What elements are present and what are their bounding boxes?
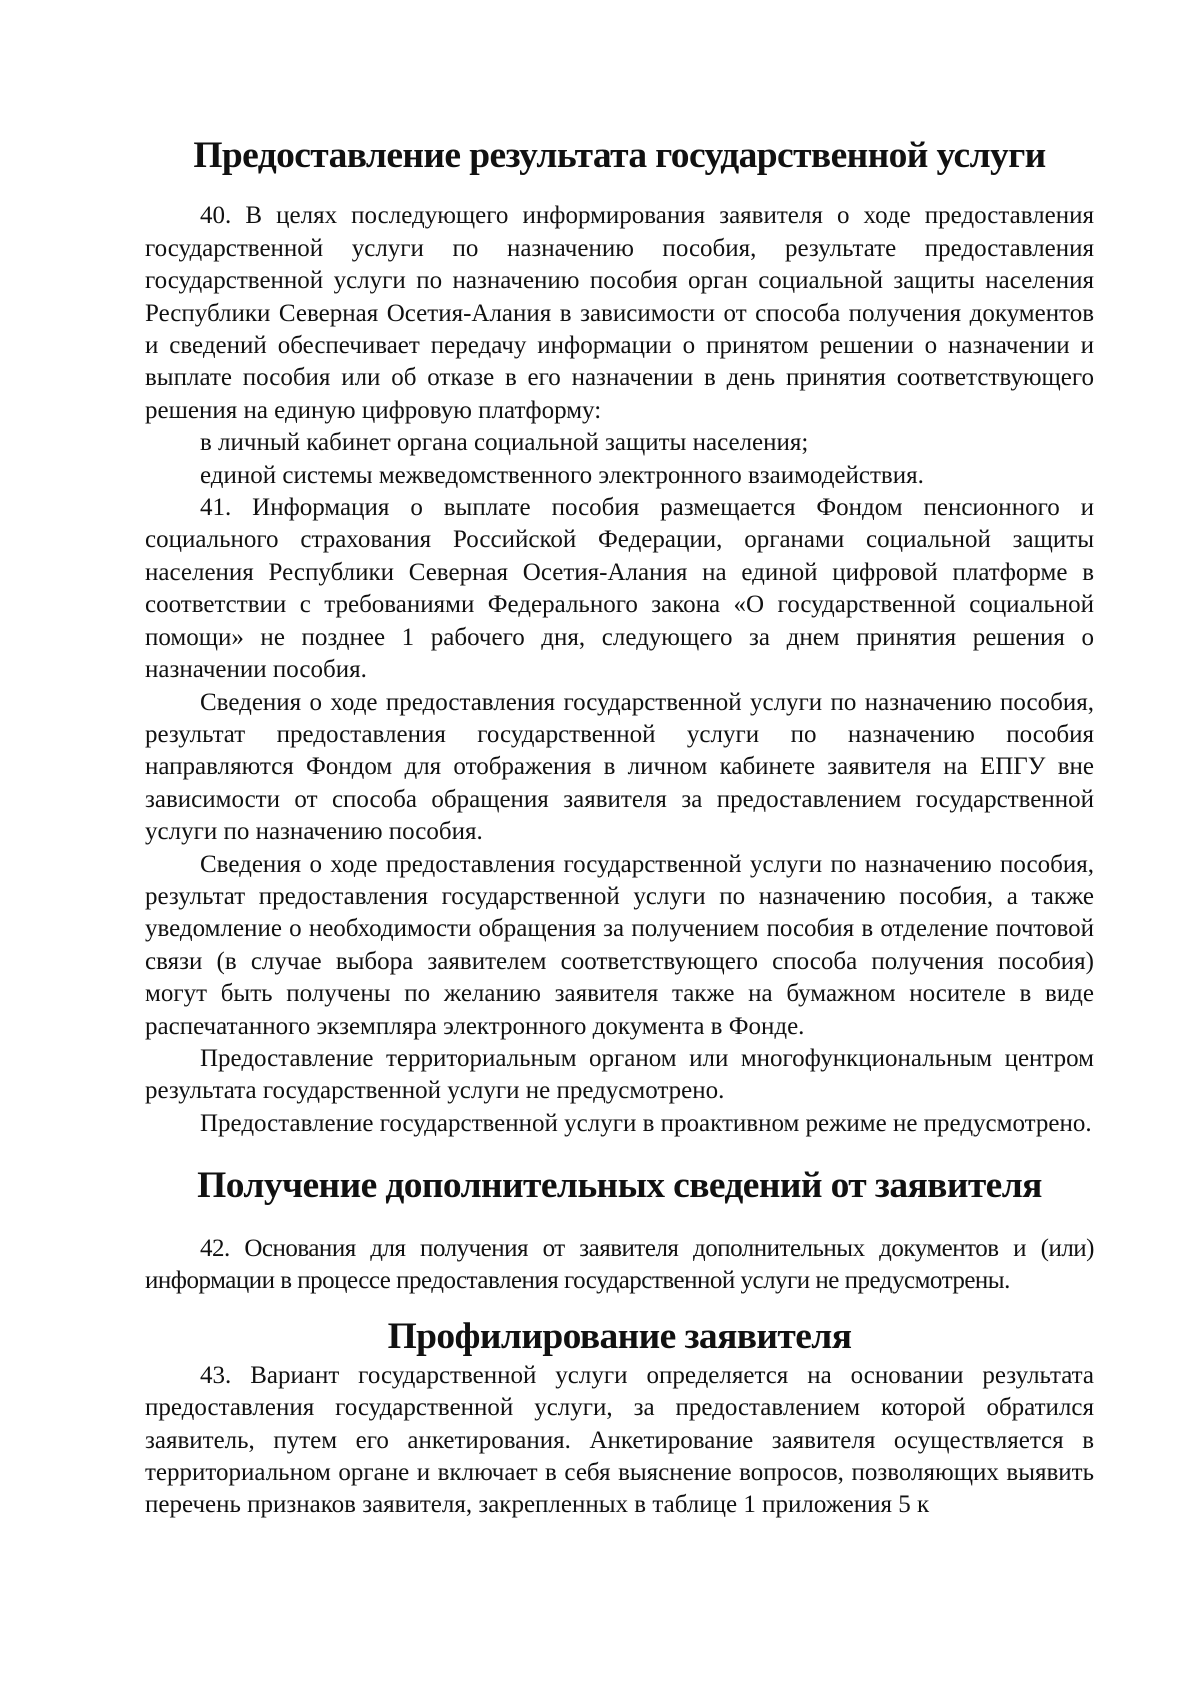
section-heading-profiling: Профилирование заявителя bbox=[387, 1316, 852, 1358]
list-item-personal-cabinet: в личный кабинет органа социальной защиты населения; bbox=[200, 429, 809, 457]
paragraph-43: 43. Вариант государственной услуги определяется на основании результата предоставления государственной услуги, за предоставлением которой обратился заявитель, путем его анкетирования. Анкетирование заявителя осуществляется в территориальном органе и включает в себя выяснение вопросов, позволяющих выявить перечень признаков заявителя, закрепленных в таблице 1 приложения 5 к bbox=[145, 1361, 1094, 1519]
paragraph-40: 40. В целях последующего информирования заявителя о ходе предоставления государственной услуги по назначению пособия, результате предоставления государственной услуги по назначению пособия орган социальной защиты населения Республики Северная Осетия-Алания в зависимости от способа получения документов и сведений обеспечивает передачу информации о принятом решении о назначении и выплате пособия или об отказе в его назначении в день принятия соответствующего решения на единую цифровую платформу: bbox=[145, 202, 1094, 424]
document-page bbox=[145, 135, 1094, 1522]
paragraph-info-epgu: Сведения о ходе предоставления государственной услуги по назначению пособия, результат предоставления государственной услуги по назначению пособия направляются Фондом для отображения в личном кабинете заявителя на ЕПГУ вне зависимости от способа обращения заявителя за предоставлением государственной услуги по назначению пособия. bbox=[145, 688, 1094, 846]
section-heading-result: Предоставление результата государственной услуги bbox=[193, 135, 1046, 176]
paragraph-territorial-body: Предоставление территориальным органом или многофункциональным центром результата государственной услуги не предусмотрено. bbox=[145, 1044, 1094, 1105]
paragraph-41: 41. Информация о выплате пособия размещается Фондом пенсионного и социального страхования Российской Федерации, органами социальной защиты населения Республики Северная Осетия-Алания на единой цифровой платформе в соответствии с требованиями Федерального закона «О государственной социальной помощи» не позднее 1 рабочего дня, следующего за днем принятия решения о назначении пособия. bbox=[145, 494, 1094, 684]
paragraph-info-paper: Сведения о ходе предоставления государственной услуги по назначению пособия, результат предоставления государственной услуги по назначению пособия, а также уведомление о необходимости обращения за получением пособия в отделение почтовой связи (в случае выбора заявителем соответствующего способа получения пособия) могут быть получены по желанию заявителя также на бумажном носителе в виде распечатанного экземпляра электронного документа в Фонде. bbox=[145, 850, 1094, 1040]
section-heading-additional-info: Получение дополнительных сведений от заявителя bbox=[197, 1165, 1042, 1207]
list-item-interagency-system: единой системы межведомственного электронного взаимодействия. bbox=[200, 461, 924, 489]
paragraph-proactive-mode: Предоставление государственной услуги в проактивном режиме не предусмотрено. bbox=[200, 1109, 1092, 1137]
paragraph-42: 42. Основания для получения от заявителя дополнительных документов и (или) информации в процессе предоставления государственной услуги не предусмотрены. bbox=[145, 1234, 1094, 1294]
